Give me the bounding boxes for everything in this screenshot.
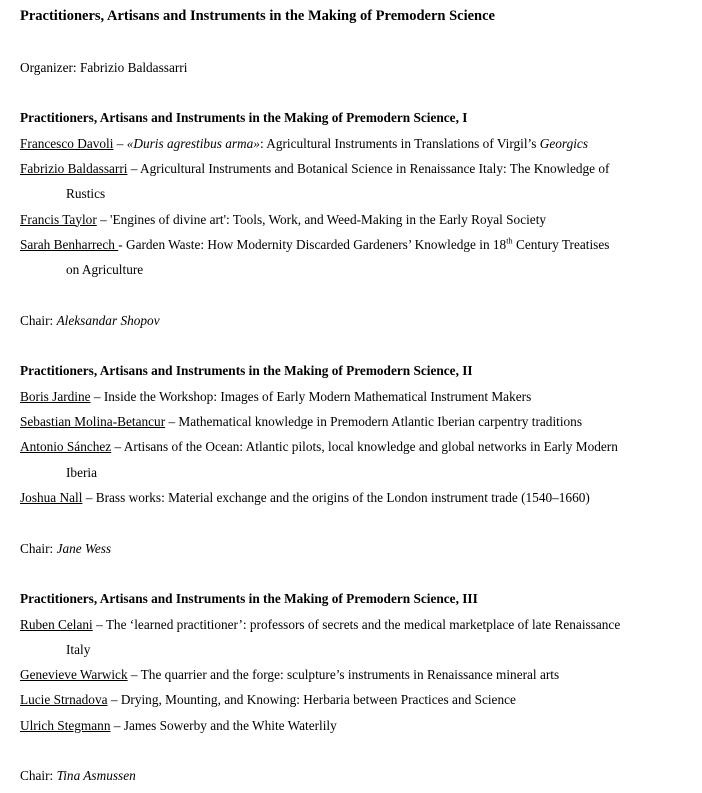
talk-title-segment: Inside the Workshop: Images of Early Modern Mathematical Instrument Makers xyxy=(103,388,532,404)
sessions-container xyxy=(20,80,694,789)
speaker-title-separator: – xyxy=(90,388,104,404)
ordinal-suffix: th xyxy=(506,236,513,246)
blank-line xyxy=(20,29,694,54)
speaker-title-separator: – xyxy=(127,667,141,683)
talk-title-segment: Georgics xyxy=(539,135,589,151)
speaker-title-separator: – xyxy=(107,692,121,708)
document-title: Practitioners, Artisans and Instruments in the Making of Premodern Science xyxy=(20,8,495,24)
blank-line xyxy=(20,561,694,586)
speaker-name: Antonio Sánchez xyxy=(20,439,112,455)
chair-label: Chair: xyxy=(20,312,57,328)
talk-title-segment: «Duris agrestibus arma» xyxy=(126,135,260,151)
talk-title-segment: Agricultural Instruments and Botanical Science in Renaissance Italy: The Knowledge of xyxy=(140,160,610,176)
speaker-title-separator: – xyxy=(82,489,96,505)
chair-line xyxy=(20,536,694,561)
talk-line xyxy=(20,434,694,459)
talk-title-segment: James Sowerby and the White Waterlily xyxy=(123,717,337,733)
talk-title-segment: The ‘learned practitioner’: professors of secrets and the medical marketplace of late Renaissance xyxy=(105,616,621,632)
talk-title-segment: 'Engines of divine art': Tools, Work, and Weed-Making in the Early Royal Society xyxy=(110,211,547,227)
talk-entry xyxy=(20,131,694,156)
speaker-name: Joshua Nall xyxy=(20,489,83,505)
talk-continuation-line xyxy=(20,181,694,206)
speaker-title-separator: – xyxy=(110,717,124,733)
talk-line xyxy=(20,687,694,712)
speaker-name: Boris Jardine xyxy=(20,388,91,404)
speaker-title-separator: – xyxy=(113,135,127,151)
talk-entry xyxy=(20,612,694,663)
speaker-name: Francis Taylor xyxy=(20,211,97,227)
talk-title-segment: Drying, Mounting, and Knowing: Herbaria between Practices and Science xyxy=(120,692,516,708)
talk-line xyxy=(20,713,694,738)
talk-continuation-line xyxy=(20,257,694,282)
blank-line xyxy=(20,510,694,535)
talk-entry xyxy=(20,409,694,434)
talk-title-segment: Iberia xyxy=(66,464,98,480)
talk-continuation-line xyxy=(20,637,694,662)
session-heading: Practitioners, Artisans and Instruments in the Making of Premodern Science, II xyxy=(20,363,473,379)
chair-line xyxy=(20,308,694,333)
talk-line xyxy=(20,207,694,232)
talk-line xyxy=(20,612,694,637)
talk-title-segment: Italy xyxy=(66,641,91,657)
speaker-title-separator: – xyxy=(165,414,179,429)
blank-line xyxy=(20,738,694,763)
talk-line xyxy=(20,232,694,257)
organizer-label: Organizer: xyxy=(20,59,80,75)
talk-entry xyxy=(20,434,694,485)
organizer-name: Fabrizio Baldassarri xyxy=(79,59,188,75)
blank-line xyxy=(20,282,694,307)
speaker-name: Fabrizio Baldassarri xyxy=(20,160,128,176)
talk-entry xyxy=(20,687,694,712)
session-heading: Practitioners, Artisans and Instruments in the Making of Premodern Science, I xyxy=(20,110,468,126)
speaker-title-separator: – xyxy=(96,211,111,227)
speaker-title-separator: – xyxy=(127,160,141,176)
talk-continuation-line xyxy=(20,460,694,485)
talk-line xyxy=(20,409,694,434)
talk-title-segment: on Agriculture xyxy=(66,262,144,278)
session-heading: Practitioners, Artisans and Instruments in the Making of Premodern Science, III xyxy=(20,591,478,607)
talk-title-segment: Garden Waste: How Modernity Discarded Gardeners’ Knowledge in 18 xyxy=(125,236,507,252)
talk-title-segment: Rustics xyxy=(66,186,106,202)
talk-entry xyxy=(20,713,694,738)
talk-line xyxy=(20,156,694,181)
chair-line xyxy=(20,763,694,788)
blank-line xyxy=(20,333,694,358)
blank-line xyxy=(20,80,694,105)
chair-label: Chair: xyxy=(20,540,57,556)
talk-entry xyxy=(20,156,694,207)
speaker-name: Francesco Davoli xyxy=(20,135,114,151)
talk-line xyxy=(20,131,694,156)
speaker-name: Genevieve Warwick xyxy=(20,667,128,683)
chair-name: Jane Wess xyxy=(56,540,112,556)
talk-line xyxy=(20,384,694,409)
organizer-line xyxy=(20,55,694,80)
chair-name: Aleksandar Shopov xyxy=(56,312,160,328)
speaker-title-separator: – xyxy=(111,439,124,455)
speaker-name: Ulrich Stegmann xyxy=(20,717,111,733)
talk-entry xyxy=(20,384,694,409)
speaker-name: Sebastian Molina-Betancur xyxy=(20,414,166,429)
talk-title-segment: Century Treatises xyxy=(512,236,610,252)
talk-entry xyxy=(20,662,694,687)
talk-title-segment: : Agricultural Instruments in Translations of Virgil’s xyxy=(259,135,540,151)
chair-name: Tina Asmussen xyxy=(56,768,136,784)
speaker-title-separator: – xyxy=(92,616,106,632)
talk-entry xyxy=(20,485,694,510)
talk-title-segment: Mathematical knowledge in Premodern Atlantic Iberian carpentry traditions xyxy=(178,414,582,429)
talk-title-segment: Brass works: Material exchange and the origins of the London instrument trade (1540–1660) xyxy=(95,489,590,505)
talk-title-segment: The quarrier and the forge: sculpture’s instruments in Renaissance mineral arts xyxy=(140,667,560,683)
talk-entry xyxy=(20,232,694,283)
talk-line xyxy=(20,485,694,510)
speaker-title-separator: - xyxy=(118,236,126,252)
chair-label: Chair: xyxy=(20,768,57,784)
speaker-name: Sarah Benharrech xyxy=(20,236,119,252)
talk-title-segment: Artisans of the Ocean: Atlantic pilots, local knowledge and global networks in Early Modern xyxy=(123,439,618,455)
speaker-name: Ruben Celani xyxy=(20,616,93,632)
talk-entry xyxy=(20,207,694,232)
talk-line xyxy=(20,662,694,687)
speaker-name: Lucie Strnadova xyxy=(20,692,108,708)
